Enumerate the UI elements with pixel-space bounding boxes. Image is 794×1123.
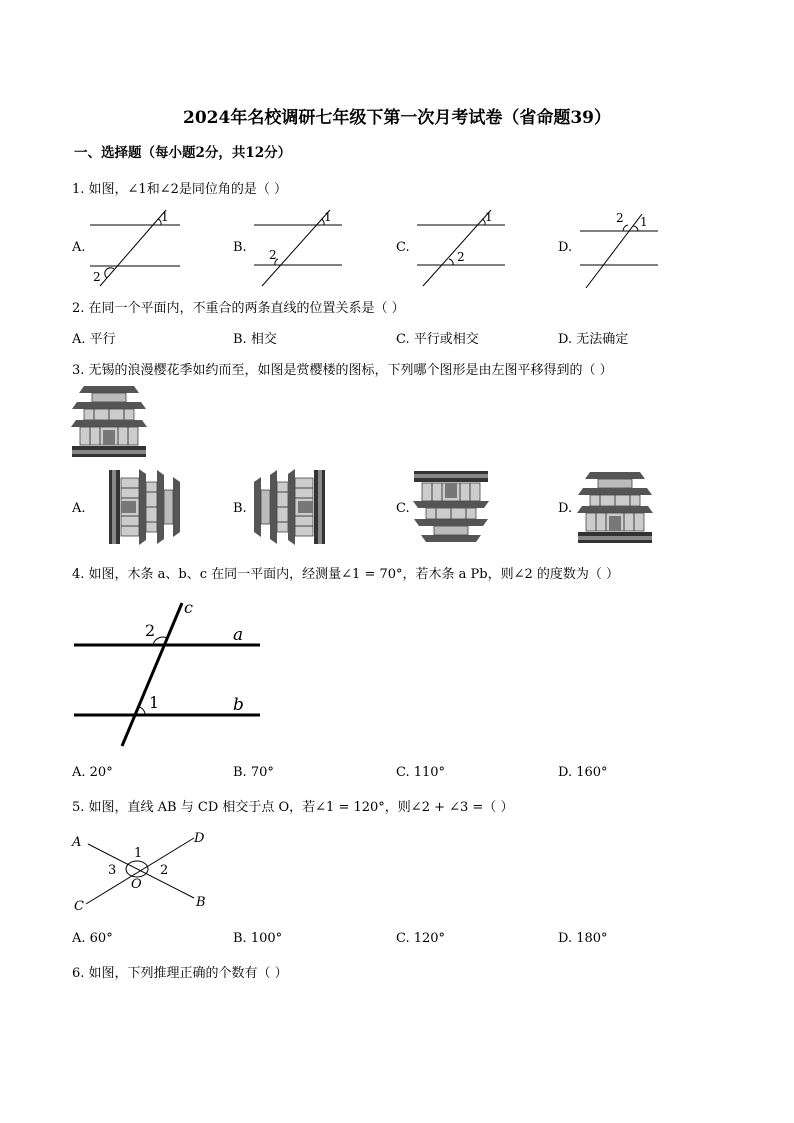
question-5-text: 5. 如图，直线 AB 与 CD 相交于点 O，若∠1 = 120°，则∠2 + ∠3 =（ ） bbox=[72, 800, 514, 815]
q1-option-d-label: D. bbox=[558, 240, 573, 255]
arc-2 bbox=[449, 259, 453, 265]
section-heading: 一、选择题（每小题2分，共12分） bbox=[74, 145, 292, 161]
label-angle-2: 2 bbox=[160, 863, 169, 878]
angle-label-2: 2 bbox=[93, 270, 101, 284]
label-angle-3: 3 bbox=[108, 863, 117, 878]
q2-option-d: D. 无法确定 bbox=[558, 332, 629, 347]
transversal bbox=[423, 210, 491, 286]
q3-original-pagoda bbox=[72, 386, 148, 462]
label-b: b bbox=[233, 695, 244, 715]
q2-option-c: C. 平行或相交 bbox=[396, 332, 479, 347]
q5-option-a: A. 60° bbox=[72, 931, 113, 946]
angle-label-2: 2 bbox=[457, 250, 465, 264]
angle-label-1: 1 bbox=[640, 215, 648, 229]
q5-option-d: D. 180° bbox=[558, 931, 608, 946]
q3-option-d-pagoda bbox=[578, 472, 658, 548]
q4-option-d: D. 160° bbox=[558, 765, 608, 780]
label-o: O bbox=[131, 877, 142, 892]
q1-option-b-figure bbox=[252, 208, 352, 288]
q3-option-c-label: C. bbox=[396, 501, 410, 516]
question-2-text: 2. 在同一个平面内，不重合的两条直线的位置关系是（ ） bbox=[72, 301, 405, 316]
angle-label-1: 1 bbox=[485, 210, 493, 224]
q1-option-a-figure bbox=[88, 208, 188, 288]
label-angle-1: 1 bbox=[149, 693, 160, 712]
question-1-text: 1. 如图，∠1和∠2是同位角的是（ ） bbox=[72, 182, 287, 197]
q3-option-a-pagoda-rotated bbox=[92, 466, 182, 548]
question-6-text: 6. 如图，下列推理正确的个数有（ ） bbox=[72, 966, 288, 981]
angle-label-1: 1 bbox=[324, 210, 332, 224]
label-angle-2: 2 bbox=[145, 621, 156, 640]
angle-label-2: 2 bbox=[269, 248, 277, 262]
q3-option-b-pagoda-rotated bbox=[252, 466, 342, 548]
q2-option-b: B. 相交 bbox=[233, 332, 277, 347]
label-angle-1: 1 bbox=[134, 846, 143, 861]
q5-figure bbox=[72, 828, 222, 916]
q4-option-a: A. 20° bbox=[72, 765, 113, 780]
q1-option-b-label: B. bbox=[233, 240, 247, 255]
transversal bbox=[100, 210, 166, 286]
question-4-text: 4. 如图，木条 a、b、c 在同一平面内，经测量∠1 = 70°，若木条 a Pb，则∠2 的度数为（ ） bbox=[72, 567, 620, 582]
label-b: B bbox=[196, 895, 206, 910]
q1-option-c-figure bbox=[415, 208, 515, 288]
q3-option-b-label: B. bbox=[233, 501, 247, 516]
arc-1 bbox=[633, 226, 638, 231]
label-a: a bbox=[233, 625, 244, 645]
label-c: c bbox=[184, 598, 193, 617]
q4-option-c: C. 110° bbox=[396, 765, 446, 780]
arc-2 bbox=[105, 268, 114, 278]
q3-option-a-label: A. bbox=[72, 501, 86, 516]
q5-option-c: C. 120° bbox=[396, 931, 446, 946]
q3-option-c-pagoda-flipped bbox=[414, 470, 494, 546]
label-c: C bbox=[74, 899, 84, 914]
angle-label-1: 1 bbox=[161, 210, 169, 224]
angle-label-2: 2 bbox=[616, 211, 624, 225]
q1-option-c-label: C. bbox=[396, 240, 410, 255]
transversal bbox=[586, 214, 642, 288]
q5-option-b: B. 100° bbox=[233, 931, 283, 946]
arc-2 bbox=[623, 225, 628, 231]
q2-option-a: A. 平行 bbox=[72, 332, 116, 347]
question-3-text: 3. 无锡的浪漫樱花季如约而至，如图是赏樱楼的图标，下列哪个图形是由左图平移得到的（ ） bbox=[72, 363, 613, 378]
q3-option-d-label: D. bbox=[558, 501, 573, 516]
q1-option-d-figure bbox=[578, 208, 678, 288]
q1-option-a-label: A. bbox=[72, 240, 86, 255]
q4-option-b: B. 70° bbox=[233, 765, 274, 780]
label-a: A bbox=[72, 835, 82, 850]
label-d: D bbox=[194, 831, 205, 846]
page-title: 2024年名校调研七年级下第一次月考试卷（省命题39） bbox=[183, 108, 611, 128]
q4-figure bbox=[72, 598, 272, 750]
